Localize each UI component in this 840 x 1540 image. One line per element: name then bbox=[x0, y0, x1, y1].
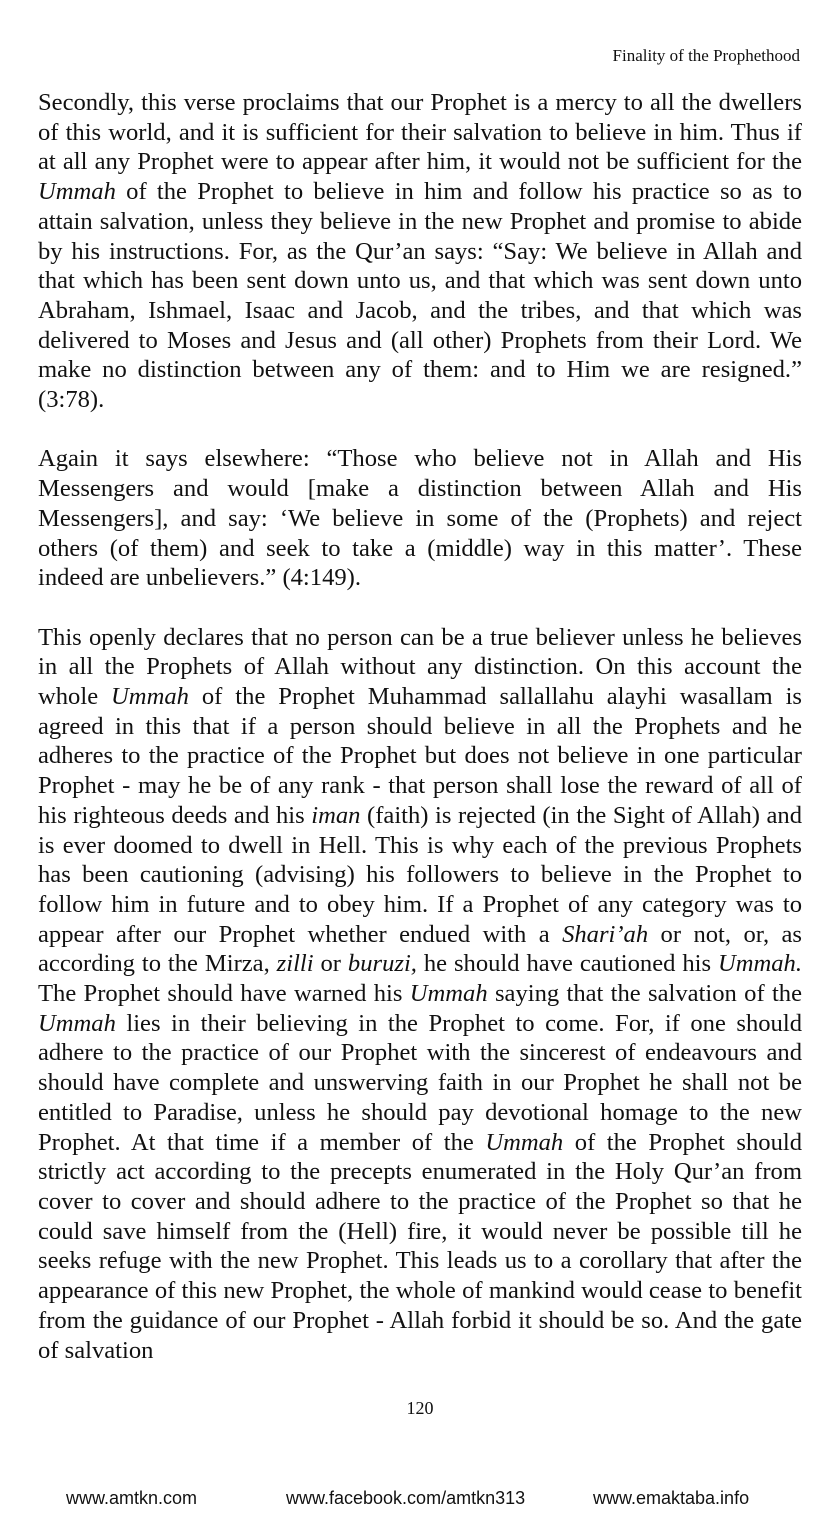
text-run: of the Prophet should strictly act according to the precepts enumerated in the Holy Qur’an from cover to cover and should adhere to the practice of the Prophet so that he could save himself from the (Hell) fire, it would never be possible till he seeks refuge with the new Prophet. This leads us to a corollary that after the appearance of this new Prophet, the whole of mankind would cease to benefit from the guidance of our Prophet - Allah forbid it should be so. And the gate of salvation bbox=[38, 1128, 802, 1364]
italic-term: Ummah bbox=[111, 683, 189, 711]
footer bbox=[0, 1488, 840, 1512]
italic-term: Ummah bbox=[38, 178, 116, 206]
italic-term: Ummah bbox=[409, 980, 488, 1008]
text-run: The Prophet should have warned his bbox=[38, 980, 410, 1008]
text-run: Again it says elsewhere: “Those who believe not in Allah and His Messengers and would [make a distinction between Allah and His Messengers], and say: ‘We believe in some of the (Prophets) and reject others (of them) and seek to take a (middle) way in this matter’. These indeed are unbelievers.” (4:149). bbox=[38, 445, 802, 592]
text-run: or not, or, as according to the Mirza, bbox=[38, 920, 802, 978]
paragraph-2 bbox=[38, 444, 802, 593]
paragraph-1 bbox=[38, 88, 802, 415]
text-run: Secondly, this verse proclaims that our Prophet is a mercy to all the dwellers of this world, and it is sufficient for their salvation to believe in him. Thus if at all any Prophet were to appear after him, it would not be sufficient for the bbox=[38, 89, 802, 176]
text-run: lies in their believing in the Prophet to come. For, if one should adhere to the practice of our Prophet with the sincerest of endeavours and should have complete and unswerving faith in our Prophet he shall not be entitled to Paradise, unless he should pay devotional homage to the new Prophet. At that time if a member of the bbox=[38, 1009, 802, 1156]
italic-term: zilli bbox=[276, 950, 314, 978]
running-header: Finality of the Prophethood bbox=[612, 46, 800, 65]
text-run: This openly declares that no person can be a true believer unless he believes in all the Prophets of Allah without any distinction. On this account the whole bbox=[38, 623, 802, 711]
italic-term: Ummah bbox=[485, 1128, 564, 1156]
text-run: of the Prophet Muhammad sallallahu alayhi wasallam is agreed in this that if a person should believe in all the Prophets and he adheres to the practice of the Prophet but does not believe in one particular Prophet - may he be of any rank - that person shall lose the reward of all of his righteous deeds and his bbox=[38, 683, 802, 829]
italic-term: Ummah. bbox=[717, 950, 802, 978]
text-run: he should have cautioned his bbox=[416, 950, 718, 978]
text-run: or bbox=[313, 950, 348, 978]
page-number: 120 bbox=[406, 1398, 434, 1418]
italic-term: buruzi, bbox=[347, 950, 417, 978]
italic-term: Shari’ah bbox=[562, 920, 649, 948]
text-run: of the Prophet to believe in him and follow his practice so as to attain salvation, unless they believe in the new Prophet and promise to abide by his instructions. For, as the Qur’an says: “Say: We believe in Allah and that which has been sent down unto us, and that which was sent down unto Abraham, Ishmael, Isaac and Jacob, and the tribes, and that which was delivered to Moses and Jesus and (all other) Prophets from their Lord. We make no distinction between any of them: and to Him we are resigned.” (3:78). bbox=[38, 178, 802, 414]
paragraph-3 bbox=[38, 623, 802, 1366]
italic-term: iman bbox=[311, 801, 361, 829]
footer-link-emaktaba[interactable]: www.emaktaba.info bbox=[593, 1488, 750, 1508]
italic-term: Ummah bbox=[38, 1009, 116, 1037]
body-text bbox=[38, 88, 802, 1365]
text-run: (faith) is rejected (in the Sight of Allah) and is ever doomed to dwell in Hell. This is why each of the previous Prophets has been cautioning (advising) his followers to believe in the Prophet to follow him in future and to obey him. If a Prophet of any category was to appear after our Prophet whether endued with a bbox=[38, 801, 803, 948]
footer-link-amtkn[interactable]: www.amtkn.com bbox=[66, 1488, 198, 1508]
footer-link-facebook[interactable]: www.facebook.com/amtkn313 bbox=[286, 1488, 526, 1508]
text-run: saying that the salvation of the bbox=[487, 980, 802, 1008]
